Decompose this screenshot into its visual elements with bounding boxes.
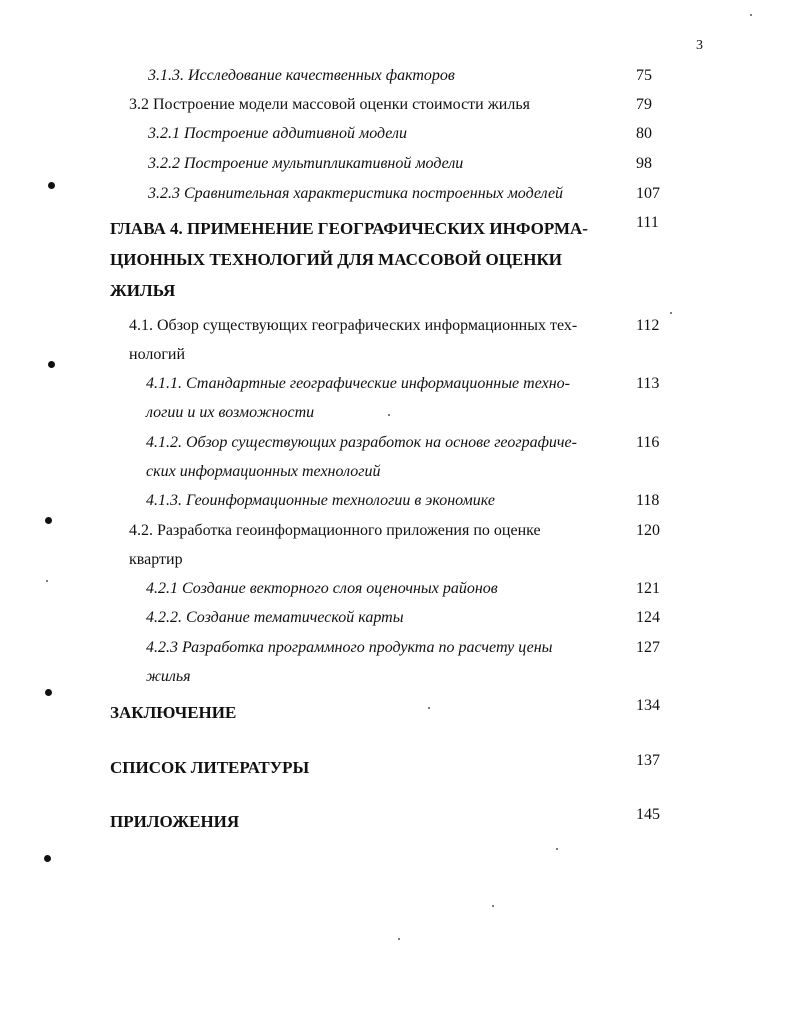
toc-entry-title: ПРИЛОЖЕНИЯ	[110, 812, 240, 831]
toc-entry-title: ских информационных технологий	[146, 463, 381, 480]
binder-hole-mark	[48, 361, 55, 368]
toc-entry-title: 4.2.3 Разработка программного продукта по расчету цены	[146, 639, 553, 656]
toc-entry-title: ЗАКЛЮЧЕНИЕ	[110, 703, 237, 722]
toc-entry-page: 127	[636, 639, 660, 656]
toc-entry-page: 124	[636, 609, 660, 626]
toc-entry-title: 4.1.3. Геоинформационные технологии в экономике	[146, 492, 495, 509]
toc-entry-title: СПИСОК ЛИТЕРАТУРЫ	[110, 758, 310, 777]
toc-entry-page: 118	[636, 492, 660, 509]
toc-entry-title: 4.1. Обзор существующих географических информационных тех-	[129, 317, 578, 334]
toc-entry-title: ЦИОННЫХ ТЕХНОЛОГИЙ ДЛЯ МАССОВОЙ ОЦЕНКИ	[110, 250, 563, 269]
page-number: 3	[696, 38, 703, 53]
toc-entry-page: 107	[636, 185, 660, 202]
scan-speck	[388, 414, 390, 416]
toc-entry-title: 4.2.2. Создание тематической карты	[146, 609, 404, 626]
scan-speck	[398, 938, 400, 940]
toc-entry-title: 4.2. Разработка геоинформационного приложения по оценке	[129, 522, 541, 539]
toc-entry-title: ГЛАВА 4. ПРИМЕНЕНИЕ ГЕОГРАФИЧЕСКИХ ИНФОРМА-	[110, 219, 588, 238]
toc-entry-page: 75	[636, 67, 652, 84]
scan-speck	[428, 707, 430, 709]
toc-entry-title: логии и их возможности	[146, 404, 315, 421]
toc-entry-title: 3.1.3. Исследование качественных факторов	[148, 67, 455, 84]
toc-entry-page: 80	[636, 125, 652, 142]
toc-entry-title: 4.1.1. Стандартные географические информационные техно-	[146, 375, 570, 392]
toc-entry-page: 112	[636, 317, 660, 334]
toc-entry-page: 79	[636, 96, 652, 113]
toc-entry-title: 3.2.3 Сравнительная характеристика построенных моделей	[148, 185, 564, 202]
scan-speck	[750, 14, 752, 16]
toc-entry-title: нологий	[129, 346, 186, 363]
toc-entry-page: 121	[636, 580, 660, 597]
binder-hole-mark	[45, 517, 52, 524]
toc-entry-title: 4.1.2. Обзор существующих разработок на основе географиче-	[146, 434, 577, 451]
toc-entry-title: 3.2 Построение модели массовой оценки стоимости жилья	[129, 96, 530, 113]
scan-speck	[492, 905, 494, 907]
scan-speck	[556, 848, 558, 850]
toc-entry-title: 4.2.1 Создание векторного слоя оценочных районов	[146, 580, 498, 597]
scan-speck	[670, 312, 672, 314]
toc-entry-title: жилья	[146, 668, 191, 685]
binder-hole-mark	[45, 689, 52, 696]
toc-entry-page: 145	[636, 806, 660, 823]
toc-entry-title: 3.2.2 Построение мультипликативной модели	[148, 155, 464, 172]
binder-hole-mark	[48, 182, 55, 189]
toc-entry-title: ЖИЛЬЯ	[110, 281, 176, 300]
toc-entry-title: квартир	[129, 551, 183, 568]
toc-entry-page: 111	[636, 214, 659, 231]
binder-hole-mark	[44, 855, 51, 862]
toc-entry-page: 120	[636, 522, 660, 539]
toc-entry-page: 113	[636, 375, 660, 392]
toc-entry-page: 137	[636, 752, 660, 769]
toc-entry-page: 98	[636, 155, 652, 172]
toc-entry-title: 3.2.1 Построение аддитивной модели	[148, 125, 407, 142]
toc-entry-page: 116	[636, 434, 660, 451]
toc-entry-page: 134	[636, 697, 660, 714]
scan-speck	[46, 580, 48, 582]
